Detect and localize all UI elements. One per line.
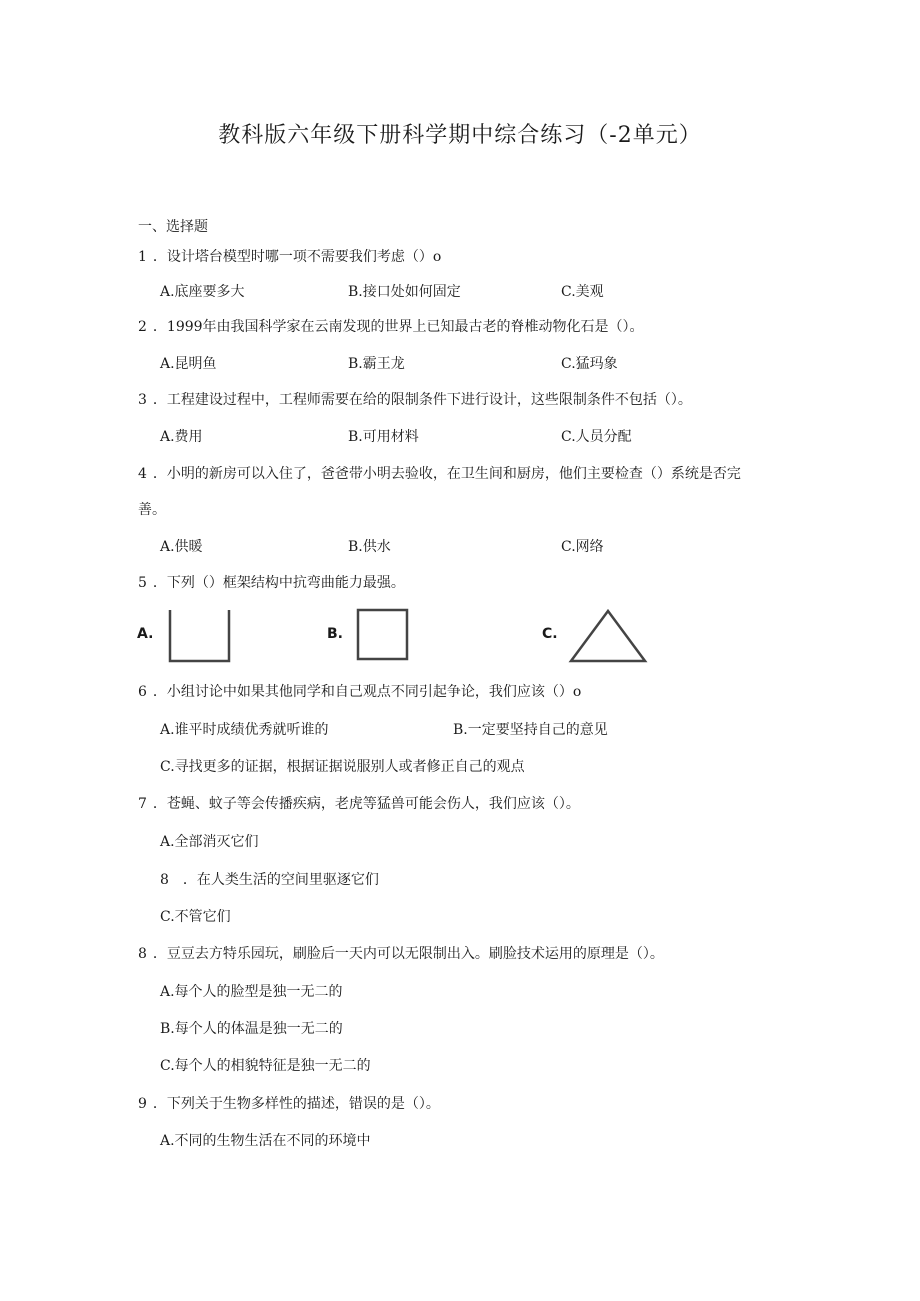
q4-option-b: B.供水 xyxy=(348,539,391,555)
question-text: ．工程建设过程中，工程师需要在给的限制条件下进行设计，这些限制条件不包括（）。 xyxy=(152,392,692,408)
question-text: ．苍蝇、蚊子等会传播疾病，老虎等猛兽可能会伤人，我们应该（）。 xyxy=(152,796,580,812)
q2-option-b: B.霸王龙 xyxy=(348,356,405,372)
question-number: 2 xyxy=(138,319,147,335)
question-number: 6 xyxy=(138,684,147,700)
q2-option-c: C.猛玛象 xyxy=(561,356,618,372)
question-text: ．1999年由我国科学家在云南发现的世界上已知最古老的脊椎动物化石是（）。 xyxy=(152,319,644,335)
question-5 xyxy=(138,572,405,592)
q4-option-a: A.供暖 xyxy=(160,539,203,555)
q3-option-c: C.人员分配 xyxy=(561,429,632,445)
question-number: 4 xyxy=(138,466,147,482)
question-text: ．下列关于生物多样性的描述，错误的是（）。 xyxy=(152,1096,440,1112)
square-frame-figure xyxy=(356,608,410,662)
page-title: 教科版六年级下册科学期中综合练习（-2单元） xyxy=(218,123,702,148)
q1-option-b: B.接口处如何固定 xyxy=(348,284,461,300)
question-number: 3 xyxy=(138,392,147,408)
section-heading: 一、选择题 xyxy=(138,219,208,235)
q6-option-b: B.一定要坚持自己的意见 xyxy=(453,722,608,738)
triangle-frame-figure xyxy=(568,608,648,664)
q7-option-a: A.全部消灭它们 xyxy=(160,834,259,850)
q3-option-a: A.费用 xyxy=(160,429,203,445)
question-text: ．小明的新房可以入住了，爸爸带小明去验收，在卫生间和厨房，他们主要检查（）系统是否完 xyxy=(152,466,741,482)
question-4 xyxy=(138,463,741,483)
q7-option-c: C.不管它们 xyxy=(160,909,231,925)
q8-option-b: B.每个人的体温是独一无二的 xyxy=(160,1021,343,1037)
q1-option-c: C.美观 xyxy=(561,284,604,300)
question-text: ．豆豆去方特乐园玩，刷脸后一天内可以无限制出入。刷脸技术运用的原理是（）。 xyxy=(152,946,664,962)
q8-option-a: A.每个人的脸型是独一无二的 xyxy=(160,984,343,1000)
q7-option-b: 8 ．在人类生活的空间里驱逐它们 xyxy=(160,872,379,888)
question-text: ．下列（）框架结构中抗弯曲能力最强。 xyxy=(152,575,405,591)
question-2 xyxy=(138,316,644,336)
question-number: 9 xyxy=(138,1096,147,1112)
q4-option-c: C.网络 xyxy=(561,539,604,555)
q1-option-a: A.底座要多大 xyxy=(160,284,245,300)
question-6 xyxy=(138,681,581,701)
question-number: 8 xyxy=(138,946,147,962)
question-1 xyxy=(138,246,441,266)
question-text: ．设计塔台模型时哪一项不需要我们考虑（）o xyxy=(152,249,442,265)
q6-option-a: A.谁平时成绩优秀就听谁的 xyxy=(160,722,329,738)
question-number: 1 xyxy=(138,249,147,265)
question-7 xyxy=(138,793,580,813)
q8-option-c: C.每个人的相貌特征是独一无二的 xyxy=(160,1058,371,1074)
q5-option-c: C. xyxy=(542,626,558,642)
q5-option-b: B. xyxy=(327,626,343,642)
q3-option-b: B.可用材料 xyxy=(348,429,419,445)
question-number: 7 xyxy=(138,796,147,812)
q2-option-a: A.昆明鱼 xyxy=(160,356,217,372)
question-number: 5 xyxy=(138,575,147,591)
question-4-continued: 善。 xyxy=(138,502,166,518)
q9-option-a: A.不同的生物生活在不同的环境中 xyxy=(160,1133,371,1149)
q6-option-c: C.寻找更多的证据，根据证据说服别人或者修正自己的观点 xyxy=(160,759,525,775)
question-9 xyxy=(138,1093,440,1113)
question-3 xyxy=(138,389,692,409)
q5-option-a: A. xyxy=(137,626,154,642)
question-8 xyxy=(138,943,664,963)
open-frame-figure xyxy=(166,608,232,664)
question-text: ．小组讨论中如果其他同学和自己观点不同引起争论，我们应该（）o xyxy=(152,684,582,700)
